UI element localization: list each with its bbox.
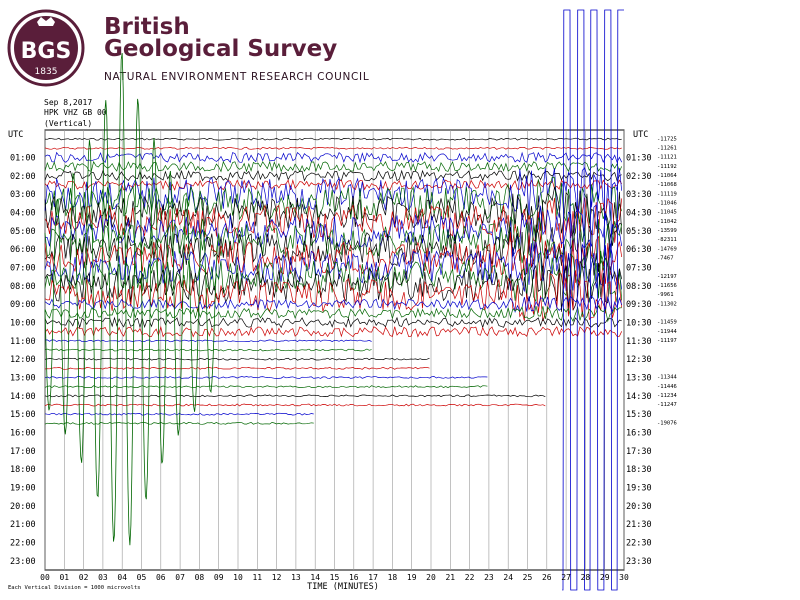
- right-hour-label: 18:30: [626, 465, 652, 476]
- seismic-trace: [45, 162, 622, 172]
- left-hour-label: 08:00: [10, 281, 36, 292]
- x-tick-label: 04: [117, 573, 128, 582]
- trace-value-label: -11068: [657, 182, 677, 189]
- x-tick-label: 01: [59, 573, 70, 582]
- left-hour-label: 22:00: [10, 538, 36, 549]
- right-hour-label: 05:30: [626, 226, 652, 237]
- trace-value-label: -11197: [657, 337, 677, 344]
- logo-year: 1835: [34, 67, 58, 77]
- x-tick-label: 15: [329, 573, 340, 582]
- seismic-trace: [45, 404, 545, 406]
- x-tick-label: 27: [561, 573, 571, 582]
- right-hour-label: 23:30: [626, 556, 652, 567]
- x-tick-label: 02: [78, 573, 89, 582]
- right-hour-label: 04:30: [626, 208, 652, 219]
- right-hour-label: 12:30: [626, 355, 652, 366]
- division-note: Each Vertical Division = 1000 microvolts: [8, 585, 141, 591]
- trace-value-label: -14769: [657, 246, 677, 253]
- x-tick-label: 05: [136, 573, 147, 582]
- seismic-trace: [45, 377, 487, 379]
- x-tick-label: 14: [310, 573, 321, 582]
- record-date: Sep 8,2017: [44, 98, 93, 107]
- x-tick-label: 28: [580, 573, 591, 582]
- trace-value-label: -11064: [657, 172, 677, 179]
- right-hour-label: 08:30: [626, 281, 652, 292]
- x-tick-label: 17: [368, 573, 378, 582]
- trace-value-labels: [657, 136, 678, 426]
- left-hour-label: 18:00: [10, 465, 36, 476]
- right-hour-label: 20:30: [626, 501, 652, 512]
- trace-value-label: -82311: [657, 237, 677, 244]
- component-label: (Vertical): [44, 119, 93, 128]
- station-code: HPK VHZ GB 00: [44, 108, 107, 117]
- right-hour-label: 17:30: [626, 446, 652, 457]
- left-hour-label: 04:00: [10, 208, 36, 219]
- left-hour-label: 20:00: [10, 501, 36, 512]
- right-hour-label: 21:30: [626, 520, 652, 531]
- left-axis-title: UTC: [8, 130, 24, 140]
- left-hour-label: 07:00: [10, 263, 36, 274]
- trace-value-label: -12197: [657, 273, 677, 280]
- trace-value-label: -11045: [657, 209, 677, 216]
- x-tick-label: 20: [426, 573, 436, 582]
- left-hour-label: 05:00: [10, 226, 36, 237]
- seismic-trace: [45, 318, 622, 328]
- right-hour-label: 02:30: [626, 171, 652, 182]
- x-tick-label: 19: [406, 573, 417, 582]
- left-hour-label: 03:00: [10, 190, 36, 201]
- left-hour-label: 06:00: [10, 245, 36, 256]
- trace-value-label: -11261: [657, 145, 677, 152]
- x-tick-label: 11: [252, 573, 263, 582]
- left-hour-label: 10:00: [10, 318, 36, 329]
- trace-value-label: -11121: [657, 154, 677, 161]
- seismic-trace: [45, 171, 622, 181]
- x-time-axis: [40, 573, 629, 582]
- x-tick-label: 25: [522, 573, 533, 582]
- trace-value-label: -11042: [657, 218, 677, 225]
- logo-text: BGS: [20, 39, 72, 64]
- left-hour-label: 09:00: [10, 300, 36, 311]
- trace-value-label: -11234: [657, 392, 677, 399]
- right-hour-label: 15:30: [626, 410, 652, 421]
- x-tick-label: 24: [503, 573, 514, 582]
- seismic-trace: [45, 386, 487, 388]
- x-tick-label: 26: [541, 573, 552, 582]
- seismic-trace: [45, 395, 545, 397]
- x-tick-label: 13: [291, 573, 301, 582]
- right-hour-label: 06:30: [626, 245, 652, 256]
- x-axis-title: TIME (MINUTES): [307, 582, 379, 592]
- seismic-trace: [45, 306, 622, 321]
- x-tick-label: 29: [599, 573, 610, 582]
- left-hour-label: 19:00: [10, 483, 36, 494]
- left-hour-label: 23:00: [10, 556, 36, 567]
- right-hour-label: 10:30: [626, 318, 652, 329]
- trace-value-label: -11446: [657, 383, 677, 390]
- seismic-trace: [45, 138, 622, 140]
- org-name-line-1: British: [104, 14, 190, 40]
- left-hour-label: 21:00: [10, 520, 36, 531]
- x-tick-label: 21: [445, 573, 456, 582]
- x-tick-label: 23: [484, 573, 494, 582]
- right-hour-label: 01:30: [626, 153, 652, 164]
- right-hour-label: 07:30: [626, 263, 652, 274]
- trace-value-label: -11656: [657, 282, 677, 289]
- trace-value-label: -11725: [657, 136, 677, 143]
- left-hour-label: 01:00: [10, 153, 36, 164]
- trace-value-label: -11119: [657, 191, 677, 198]
- trace-value-label: -11302: [657, 301, 677, 308]
- left-hour-label: 16:00: [10, 428, 36, 439]
- right-hour-label: 13:30: [626, 373, 652, 384]
- left-hour-label: 17:00: [10, 446, 36, 457]
- seismic-trace: [45, 327, 622, 337]
- right-hour-label: 16:30: [626, 428, 652, 439]
- trace-value-label: -11944: [657, 328, 677, 335]
- seismic-trace: [45, 147, 622, 149]
- left-hour-label: 11:00: [10, 336, 36, 347]
- org-subtitle: NATURAL ENVIRONMENT RESEARCH COUNCIL: [104, 71, 370, 83]
- x-tick-label: 00: [40, 573, 50, 582]
- trace-value-label: -13599: [657, 227, 677, 234]
- left-hour-label: 13:00: [10, 373, 36, 384]
- trace-value-label: -11459: [657, 319, 677, 326]
- trace-value-label: -11247: [657, 402, 677, 409]
- left-hour-label: 02:00: [10, 171, 36, 182]
- right-axis-title: UTC: [633, 130, 649, 140]
- x-tick-label: 03: [98, 573, 108, 582]
- x-tick-label: 16: [348, 573, 359, 582]
- x-tick-label: 07: [175, 573, 185, 582]
- seismic-trace: [45, 153, 622, 163]
- left-time-axis: [10, 154, 36, 567]
- left-hour-label: 15:00: [10, 410, 36, 421]
- trace-value-label: -7467: [657, 255, 674, 262]
- right-hour-label: 11:30: [626, 336, 652, 347]
- x-tick-label: 06: [155, 573, 166, 582]
- right-hour-label: 09:30: [626, 300, 652, 311]
- right-time-axis: [626, 154, 652, 567]
- x-tick-label: 18: [387, 573, 398, 582]
- org-name-line-2: Geological Survey: [104, 36, 338, 62]
- clipped-event-trace: [562, 10, 624, 590]
- trace-value-label: -11046: [657, 200, 677, 207]
- right-hour-label: 22:30: [626, 538, 652, 549]
- right-hour-label: 19:30: [626, 483, 652, 494]
- x-tick-label: 22: [464, 573, 475, 582]
- trace-value-label: -11192: [657, 163, 677, 170]
- x-tick-label: 30: [619, 573, 629, 582]
- trace-value-label: -19076: [657, 420, 677, 427]
- right-hour-label: 03:30: [626, 190, 652, 201]
- trace-value-label: -9961: [657, 292, 674, 299]
- left-hour-label: 12:00: [10, 355, 36, 366]
- x-tick-label: 10: [233, 573, 243, 582]
- right-hour-label: 14:30: [626, 391, 652, 402]
- trace-value-label: -11344: [657, 374, 677, 381]
- x-tick-label: 09: [213, 573, 224, 582]
- x-tick-label: 08: [194, 573, 205, 582]
- x-tick-label: 12: [271, 573, 282, 582]
- left-hour-label: 14:00: [10, 391, 36, 402]
